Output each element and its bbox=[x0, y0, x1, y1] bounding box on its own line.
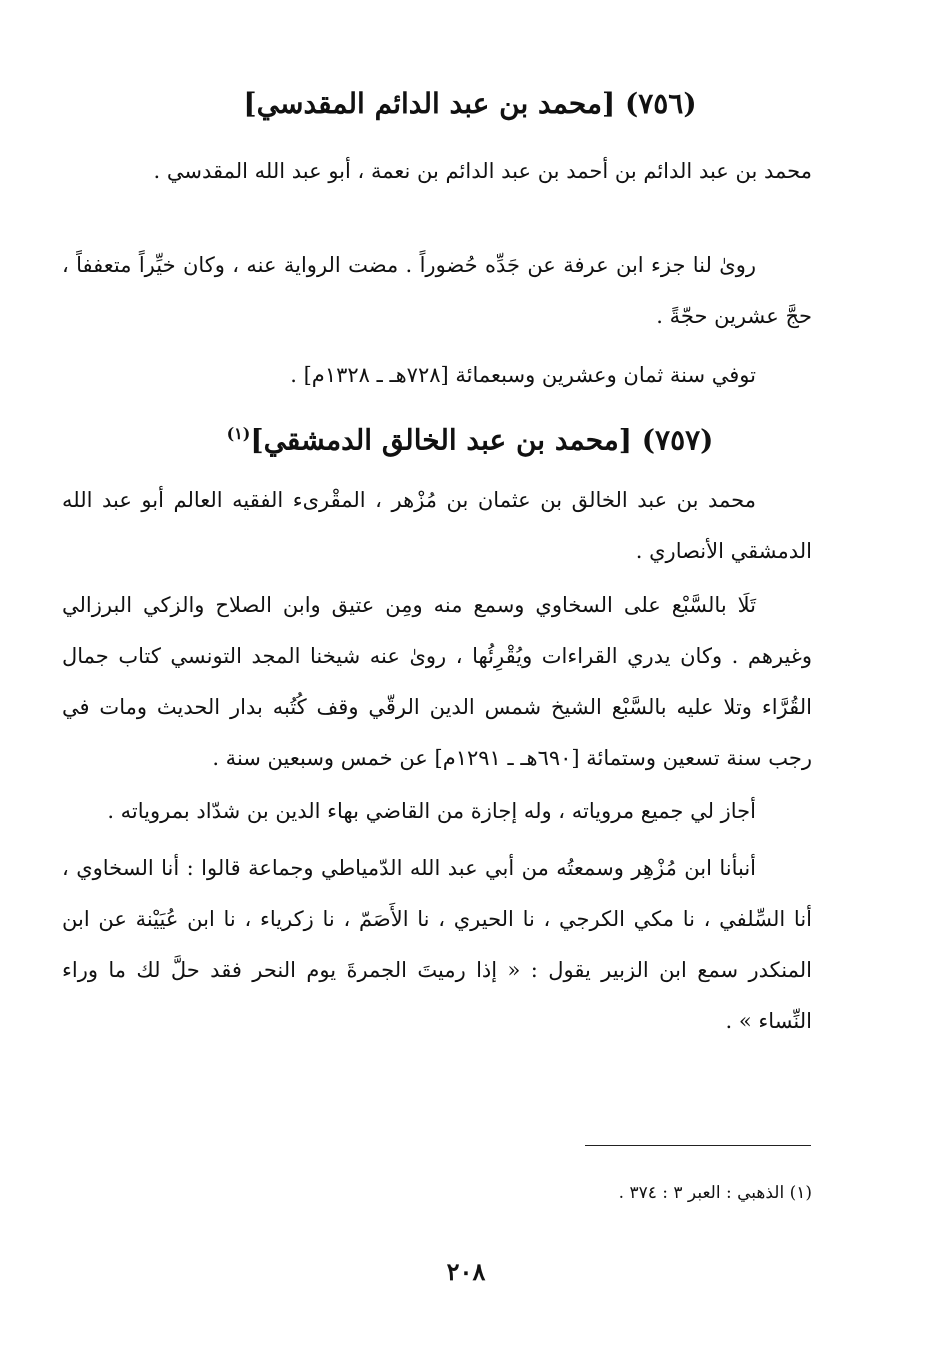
entry-756-paragraph-1: محمد بن عبد الدائم بن أحمد بن عبد الدائم بن نعمة ، أبو عبد الله المقدسي . bbox=[153, 159, 812, 183]
entry-title-757 bbox=[150, 414, 790, 460]
entry-756-paragraph-3: توفي سنة ثمان وعشرين وسبعمائة [٧٢٨هـ ـ ١٣٢٨م] . bbox=[290, 363, 756, 387]
entry-title-756 bbox=[150, 84, 790, 124]
entry-757-paragraph-2: تَلَا بالسَّبْع على السخاوي وسمع منه ومِن عتيق وابن الصلاح والزكي البرزالي وغيرهم . وكان يدري القراءات ويُقْرِئُها ، روىٰ عنه شيخنا المجد التونسي كتاب جمال القُرَّاء وتلا عليه بالسَّبْع الشيخ شمس الدين الرقّي وقف كُتُبه بدار الحديث ومات في رجب سنة تسعين وستمائة [٦٩٠هـ ـ ١٢٩١م] عن خمس وسبعين سنة . bbox=[62, 593, 812, 770]
entry-757-paragraph-3: أجاز لي جميع مروياته ، وله إجازة من القاضي بهاء الدين بن شدّاد بمروياته . bbox=[107, 799, 756, 823]
page-number: ٢٠٨ bbox=[446, 1257, 486, 1286]
footnote-divider bbox=[585, 1145, 811, 1146]
entry-757-paragraph-4: أنبأنا ابن مُزْهِر وسمعتُه من أبي عبد الله الدّمياطي وجماعة قالوا : أنا السخاوي ، أنا السِّلفي ، نا مكي الكرجي ، نا الحيري ، نا الأَصَمّ ، نا زكرياء ، نا ابن عُيَيْنة عن ابن المنكدر سمع ابن الزبير يقول : « إذا رميتَ الجمرةَ يوم النحر فقد حلَّ لك ما وراء النِّساء » . bbox=[62, 856, 812, 1033]
entry-757-paragraph-1: محمد بن عبد الخالق بن عثمان بن مُزْهر ، المقْرىء الفقيه العالم أبو عبد الله الدمشقي الأنصاري . bbox=[62, 488, 812, 563]
entry-title-text: (٧٥٧) [محمد بن عبد الخالق الدمشقي] bbox=[250, 423, 714, 457]
footnote: (١) الذهبي : العبر ٣ : ٣٧٤ . bbox=[618, 1183, 812, 1203]
footnote-marker: (١) bbox=[226, 424, 251, 443]
entry-756-paragraph-2: روىٰ لنا جزء ابن عرفة عن جَدِّه حُضوراً . مضت الرواية عنه ، وكان خيِّراً متعففاً ، حجَّ عشرين حجّةً . bbox=[62, 253, 812, 328]
entry-title-text: (٧٥٦) [محمد بن عبد الدائم المقدسي] bbox=[243, 87, 697, 120]
